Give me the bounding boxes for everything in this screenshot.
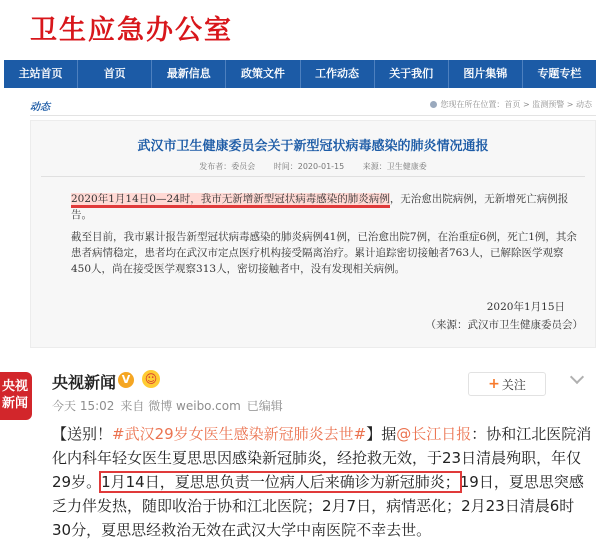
article-paragraph-1-rest: ，无治愈出院病例，无新增死亡病例报告。 [71,193,569,221]
post-mid-2: ：协和江北医院消化内科年轻女医生夏思思因感染新冠肺炎，经抢救无效，于23日清晨殉职，年仅29岁。 [52,425,592,491]
post-source: 来自 微博 weibo.com [120,399,241,413]
article-publisher: 发布者：委员会 [199,162,256,171]
avatar[interactable]: 央视新闻 [0,372,32,420]
chevron-down-icon[interactable] [570,370,584,384]
post-time: 今天 15:02 [52,399,115,413]
site-header [0,0,600,58]
section-label: 动态 [30,102,50,113]
article-highlight: 2020年1月14日0—24时，我市无新增新型冠状病毒感染的肺炎病例 [71,193,390,208]
post-meta [52,397,283,414]
post-hashtag[interactable]: #武汉29岁女医生感染新冠肺炎去世# [112,425,367,443]
article-body [71,191,581,277]
post-rest: 19日，夏思思突感乏力伴发热，随即收治于协和江北医院；2月7日，病情恶化；2月23日清晨6时30分，夏思思经救治无效在武汉大学中南医院不幸去世。 [52,473,584,539]
article-title: 武汉市卫生健康委员会关于新型冠状病毒感染的肺炎情况通报 [137,139,489,154]
verified-icon: V [118,372,134,388]
follow-button[interactable] [468,372,546,396]
article-sign-source: （来源：武汉市卫生健康委员会） [425,319,583,331]
post-body [52,422,592,542]
breadcrumb-path[interactable] [430,99,592,110]
main-nav [4,60,596,88]
nav-item-policy[interactable]: 政策文件 [226,60,300,88]
article-paragraph-2: 截至目前，我市累计报告新型冠状病毒感染的肺炎病例41例，已治愈出院7例，在治重症6例，死亡1例，其余患者病情稳定，患者均在武汉市定点医疗机构接受隔离治疗。累计追踪密切接触者763人，已解除医学观察450人，尚在接受医学观察313人，密切接触者中，没有发现相关病例。 [71,231,577,275]
nav-item-home[interactable]: 首页 [78,60,152,88]
article-source: 来源：卫生健康委 [362,162,427,171]
nav-item-topics[interactable]: 专题专栏 [537,67,582,80]
nav-item-about[interactable]: 关于我们 [375,60,449,88]
post-mid-1: 】据 [366,425,397,443]
article [30,120,596,348]
article-sign-date: 2020年1月15日 [486,301,565,313]
nav-item-gallery[interactable]: 图片集锦 [449,60,523,88]
article-meta [31,161,595,172]
post-highlight: 1月14日，夏思思负责一位病人后来确诊为新冠肺炎； [101,473,460,491]
post-mention[interactable]: @长江日报 [396,425,472,443]
article-time: 时间：2020-01-15 [273,162,345,171]
poster-name[interactable]: 央视新闻 [52,373,117,392]
location-icon [430,101,437,108]
nav-item-latest[interactable]: 最新信息 [152,60,226,88]
plus-icon: + [488,376,500,392]
article-paragraph-1 [71,191,581,223]
nav-item-home-main[interactable]: 主站首页 [4,60,78,88]
breadcrumb-path-text: 您现在所在位置：首页 > 监测预警 > 动态 [440,100,592,109]
follow-label: 关注 [501,377,526,392]
post-edited: 已编辑 [246,399,283,413]
weibo-post [0,356,600,550]
nav-item-work[interactable]: 工作动态 [301,60,375,88]
emoji-badge-icon: ☺ [142,370,160,388]
breadcrumb [30,96,596,116]
article-divider [41,176,585,177]
site-title: 卫生应急办公室 [30,15,233,46]
post-prefix: 【送别！ [52,425,113,443]
